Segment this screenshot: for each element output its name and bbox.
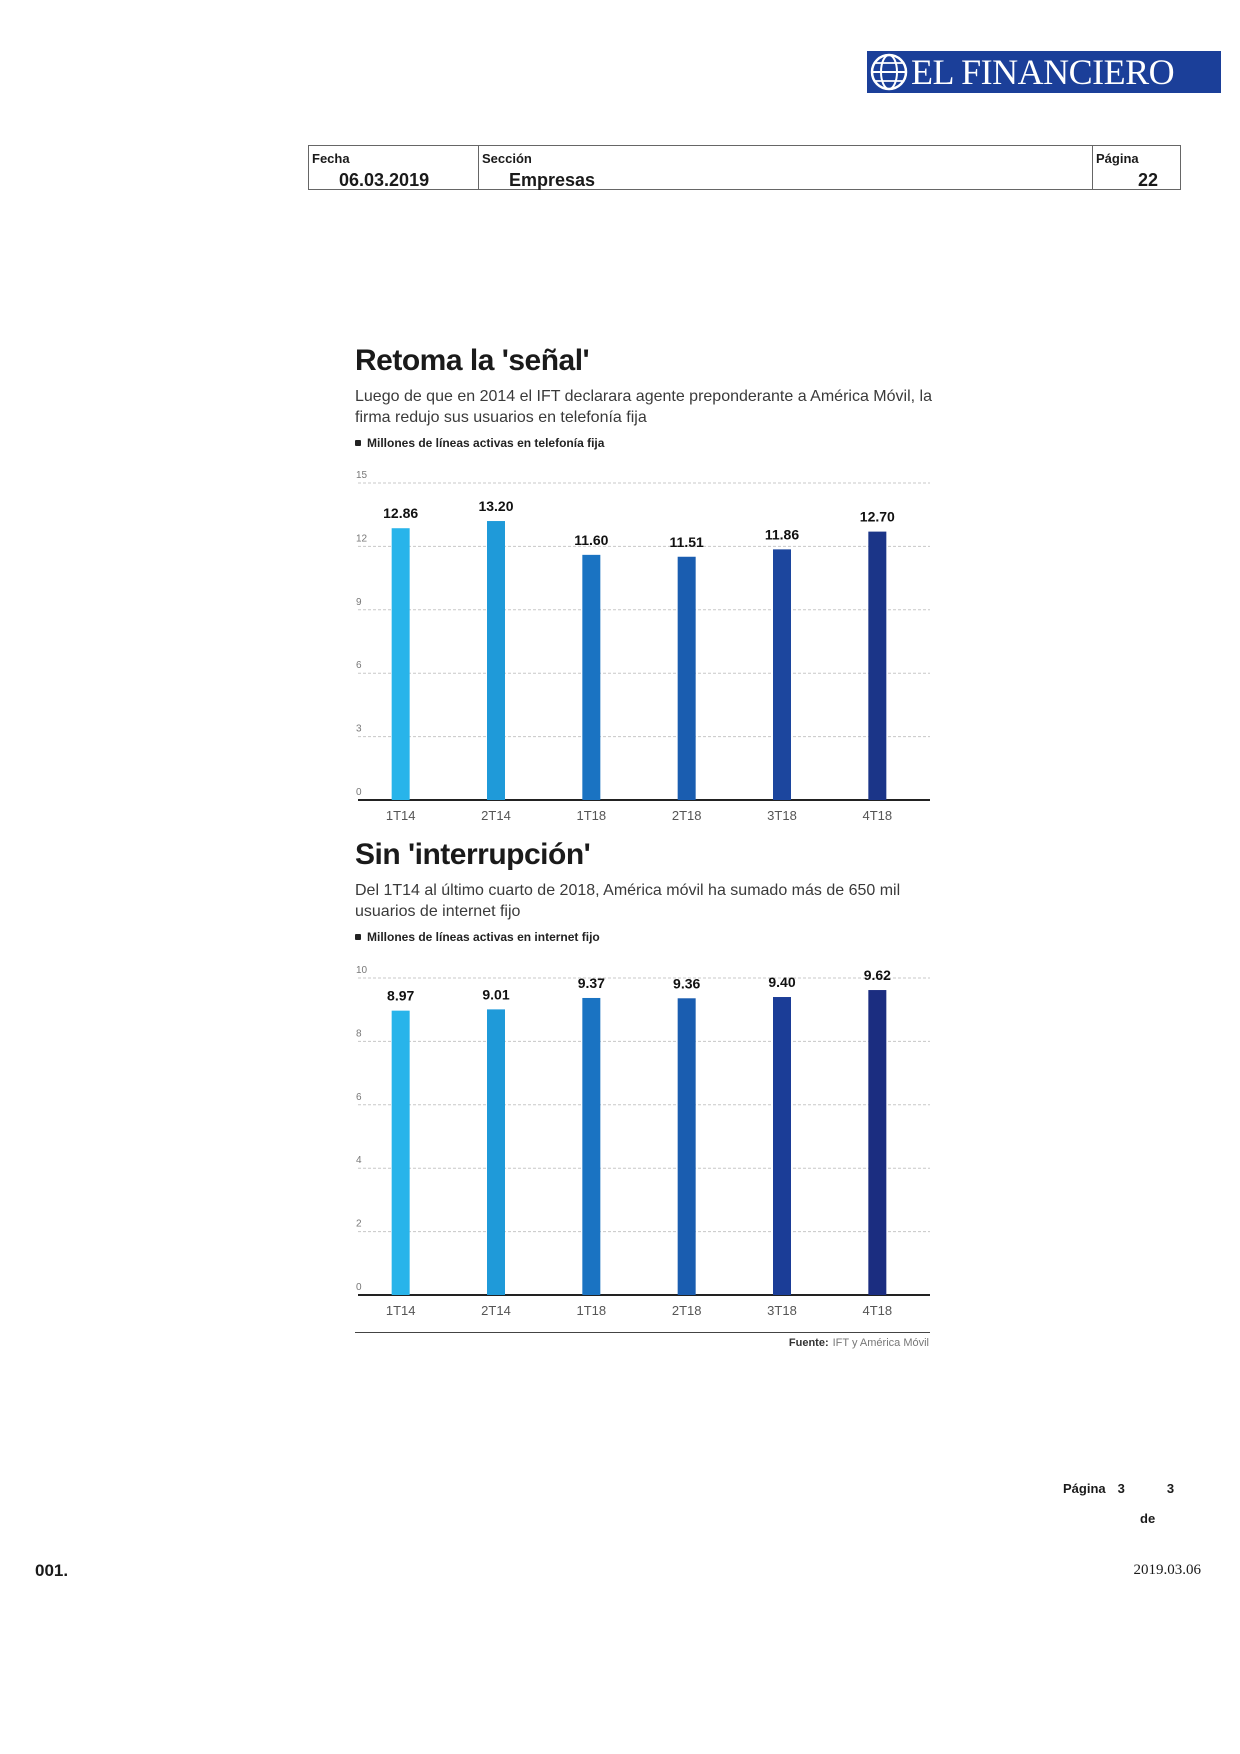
y-tick-label: 6 xyxy=(356,660,362,672)
data-label: 9.36 xyxy=(673,975,701,992)
chart-2-subtitle: Del 1T14 al último cuarto de 2018, América móvil ha sumado más de 650 mil usuarios de internet fijo xyxy=(355,882,901,920)
x-tick-label: 4T18 xyxy=(862,808,893,823)
bar-2t18 xyxy=(678,998,696,1295)
seccion-label: Sección xyxy=(482,151,532,166)
y-tick-label: 3 xyxy=(356,723,362,735)
chart-1-legend-label: Millones de líneas activas en telefonía fija xyxy=(367,436,605,450)
chart-2-internet-fijo xyxy=(350,958,935,1323)
document-id: 001. xyxy=(35,1561,69,1580)
data-label: 13.20 xyxy=(478,498,514,515)
pagina-label: Página xyxy=(1096,151,1139,166)
y-tick-label: 0 xyxy=(356,1282,362,1293)
page-de: de xyxy=(1140,1511,1156,1526)
x-tick-label: 3T18 xyxy=(767,1303,797,1318)
el-financiero-logo xyxy=(867,51,1221,93)
x-tick-label: 4T18 xyxy=(862,1303,893,1318)
x-tick-label: 3T18 xyxy=(767,808,797,823)
y-tick-label: 10 xyxy=(356,965,368,976)
data-label: 9.01 xyxy=(482,986,510,1003)
data-label: 9.40 xyxy=(768,974,796,991)
source-label: Fuente: xyxy=(788,1337,829,1349)
x-tick-label: 1T14 xyxy=(385,808,416,823)
source-divider xyxy=(355,1332,930,1333)
globe-icon xyxy=(869,52,909,92)
chart-1-legend xyxy=(355,436,604,450)
chart-1-subtitle: Luego de que en 2014 el IFT declarara agente preponderante a América Móvil, la firma redujo sus usuarios en telefonía fija xyxy=(355,388,932,426)
page-word: Página xyxy=(1063,1481,1106,1496)
x-tick-label: 2T18 xyxy=(671,1303,702,1318)
fecha-value: 06.03.2019 xyxy=(339,170,430,190)
x-tick-label: 2T14 xyxy=(481,1303,511,1318)
data-label: 8.97 xyxy=(387,987,415,1004)
bar-1t14 xyxy=(392,1011,410,1295)
y-tick-label: 4 xyxy=(356,1155,362,1167)
data-label: 11.86 xyxy=(764,526,800,543)
data-label: 12.86 xyxy=(383,505,419,522)
bar-3t18 xyxy=(773,997,791,1295)
chart-1-title: Retoma la 'señal' xyxy=(355,344,590,377)
seccion-cell xyxy=(479,146,1093,189)
data-label: 11.60 xyxy=(574,531,609,548)
x-tick-label: 1T14 xyxy=(385,1303,416,1318)
bar-2t14 xyxy=(487,521,505,800)
y-tick-label: 2 xyxy=(356,1218,362,1230)
pagina-cell xyxy=(1093,146,1181,189)
y-tick-label: 8 xyxy=(356,1028,362,1040)
y-tick-label: 12 xyxy=(356,533,368,545)
bar-2t18 xyxy=(678,557,696,800)
data-label: 12.70 xyxy=(859,508,895,525)
page-current: 3 xyxy=(1117,1481,1125,1496)
bar-1t18 xyxy=(582,555,600,800)
legend-marker xyxy=(355,440,361,446)
x-tick-label: 1T18 xyxy=(576,808,607,823)
bar-4t18 xyxy=(868,532,886,800)
data-label: 9.62 xyxy=(863,967,891,984)
y-tick-label: 15 xyxy=(356,470,368,481)
bar-1t18 xyxy=(582,998,600,1295)
page-total: 3 xyxy=(1166,1481,1175,1496)
fecha-label: Fecha xyxy=(312,151,350,166)
x-tick-label: 1T18 xyxy=(576,1303,607,1318)
page-count xyxy=(1063,1481,1174,1496)
pagina-value: 22 xyxy=(1138,170,1159,190)
chart-2-legend xyxy=(355,930,600,944)
y-tick-label: 0 xyxy=(356,787,362,798)
seccion-value: Empresas xyxy=(509,170,596,190)
logo-text: EL FINANCIERO xyxy=(911,52,1175,92)
bar-2t14 xyxy=(487,1009,505,1295)
data-label: 9.37 xyxy=(577,974,605,991)
bar-3t18 xyxy=(773,549,791,800)
source-note xyxy=(789,1337,929,1349)
fecha-cell xyxy=(309,146,479,189)
legend-marker xyxy=(355,934,361,940)
bar-4t18 xyxy=(868,990,886,1295)
chart-2-title: Sin 'interrupción' xyxy=(355,838,591,871)
chart-2-legend-label: Millones de líneas activas en internet fijo xyxy=(367,930,600,944)
document-date: 2019.03.06 xyxy=(1133,1562,1201,1578)
source-text: IFT y América Móvil xyxy=(832,1337,929,1349)
data-label: 11.51 xyxy=(669,533,704,550)
x-tick-label: 2T14 xyxy=(481,808,511,823)
y-tick-label: 6 xyxy=(356,1091,362,1103)
bar-1t14 xyxy=(392,528,410,800)
chart-1-telefonia-fija xyxy=(350,463,935,828)
x-tick-label: 2T18 xyxy=(671,808,702,823)
article-info-box xyxy=(308,145,1181,190)
y-tick-label: 9 xyxy=(356,596,362,608)
